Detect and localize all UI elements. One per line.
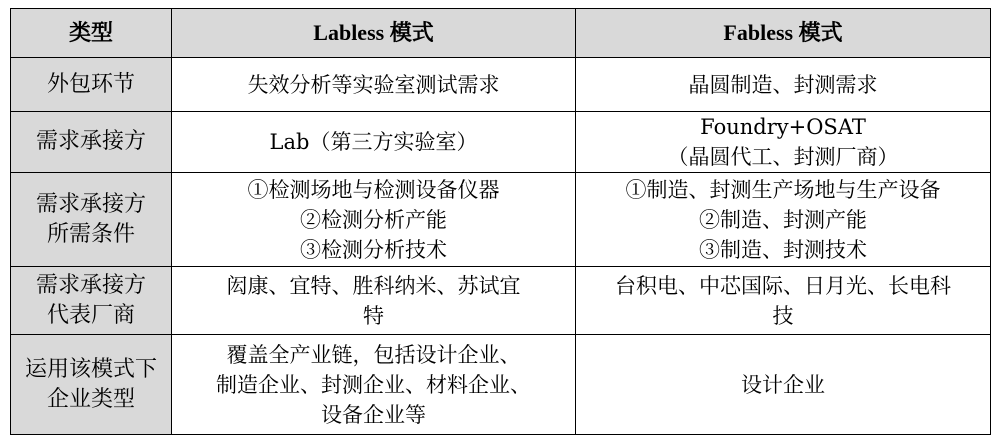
- fab-cell-provider: [576, 112, 991, 173]
- header-fabless: Fabless 模式: [576, 9, 991, 58]
- cell-line: Lab（第三方实验室）: [269, 130, 478, 154]
- cell-line: ②检测分析产能: [300, 207, 447, 232]
- lab-cell-conditions: [172, 173, 576, 267]
- row-label-conditions: [11, 173, 172, 267]
- lab-cell-provider: [172, 112, 576, 173]
- cell-line: 覆盖全产业链，包括设计企业、: [226, 342, 521, 367]
- cell-line: 制造企业、封测企业、材料企业、: [216, 372, 531, 397]
- row-label-line: 外包环节: [46, 71, 135, 97]
- row-label-enterprise-types: [11, 335, 172, 435]
- lab-cell-outsourcing: [172, 58, 576, 112]
- cell-line: ①检测场地与检测设备仪器: [247, 177, 500, 202]
- header-row: [11, 9, 991, 58]
- row-label-line: 所需条件: [46, 221, 135, 247]
- cell-line: 台积电、中芯国际、日月光、长电科: [615, 273, 951, 298]
- table-row: [11, 173, 991, 267]
- row-label-line: 运用该模式下: [24, 356, 157, 382]
- row-label-line: 代表厂商: [46, 302, 135, 328]
- table-row: [11, 335, 991, 435]
- row-label-line: 企业类型: [46, 386, 135, 412]
- cell-line: Foundry+OSAT: [700, 115, 866, 139]
- cell-line: ②制造、封测产能: [699, 207, 867, 232]
- cell-line: ③检测分析技术: [300, 237, 447, 262]
- cell-line: 技: [772, 303, 794, 328]
- cell-line: （晶圆代工、封测厂商）: [667, 145, 899, 169]
- lab-cell-enterprise-types: [172, 335, 576, 435]
- table-row: [11, 267, 991, 335]
- row-label-line: 需求承接方: [35, 129, 146, 154]
- fab-cell-vendors: [576, 267, 991, 335]
- cell-line: 晶圆制造、封测需求: [688, 72, 878, 97]
- fab-cell-conditions: [576, 173, 991, 267]
- row-label-provider: [11, 112, 172, 173]
- cell-line: 设计企业: [741, 372, 825, 397]
- header-labless: Labless 模式: [172, 9, 576, 58]
- comparison-table: [10, 8, 991, 435]
- row-label-line: 需求承接方: [35, 191, 146, 217]
- cell-line: 失效分析等实验室测试需求: [247, 72, 500, 97]
- row-label-line: 需求承接方: [35, 272, 146, 298]
- cell-line: 设备企业等: [321, 402, 426, 427]
- table-row: [11, 112, 991, 173]
- cell-line: ③制造、封测技术: [699, 237, 867, 262]
- cell-line: 特: [363, 303, 384, 328]
- row-label-vendors: [11, 267, 172, 335]
- fab-cell-enterprise-types: [576, 335, 991, 435]
- table-row: [11, 58, 991, 112]
- cell-line: 闳康、宜特、胜科纳米、苏试宜: [226, 273, 521, 298]
- cell-line: ①制造、封测生产场地与生产设备: [625, 177, 941, 202]
- fab-cell-outsourcing: [576, 58, 991, 112]
- row-label-outsourcing: [11, 58, 172, 112]
- lab-cell-vendors: [172, 267, 576, 335]
- header-type: 类型: [11, 9, 172, 58]
